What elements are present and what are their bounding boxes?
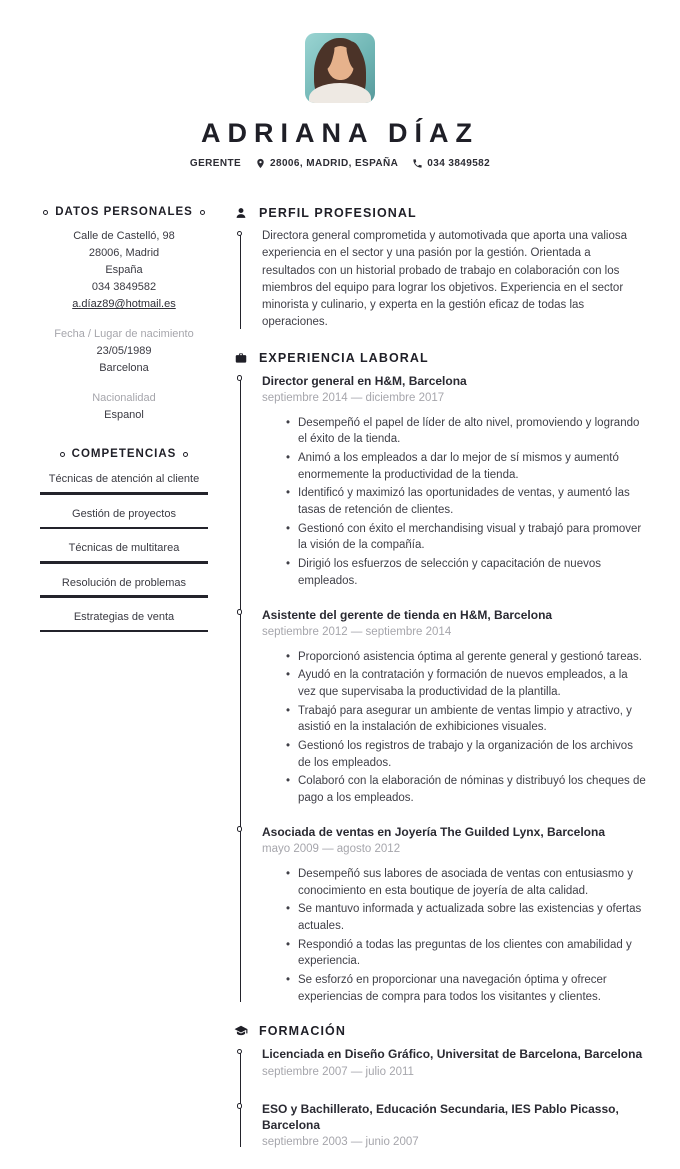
job-title-label: GERENTE <box>189 158 242 169</box>
experiencia-title: EXPERIENCIA LABORAL <box>259 350 429 365</box>
job-entry <box>262 373 646 590</box>
job-bullet: • Desempeñó sus labores de asociada de ventas con entusiasmo y conocimiento en esta boutique de joyería de alta calidad. <box>286 866 646 899</box>
job-dates: mayo 2009 — agosto 2012 <box>262 843 401 856</box>
graduation-cap-icon <box>234 1024 248 1038</box>
columns <box>0 206 680 1169</box>
nationality-value: Espanol <box>104 409 144 422</box>
competencias-section <box>40 448 208 632</box>
section-formacion <box>234 1024 646 1150</box>
job-entry <box>262 824 646 1006</box>
job-bullet: • Dirigió los esfuerzos de selección y capacitación de nuevos empleados. <box>286 556 646 589</box>
job-bullets <box>262 649 646 807</box>
email-link[interactable]: a.díaz89@hotmail.es <box>72 298 176 311</box>
job-bullet: • Gestionó con éxito el merchandising visual y trabajó para promover la visión de la compañía. <box>286 521 646 554</box>
ring-decoration-icon <box>200 210 205 215</box>
skill-item <box>40 541 208 563</box>
contact-row <box>0 158 680 169</box>
location-item <box>255 158 398 169</box>
job-bullet: • Animó a los empleados a dar lo mejor de sí mismos y aumentó enormemente la productividad de la tienda. <box>286 450 646 483</box>
skill-item <box>40 507 208 529</box>
birth-label: Fecha / Lugar de nacimiento <box>54 328 194 341</box>
ring-decoration-icon <box>60 452 65 457</box>
job-bullet: • Se esforzó en proporcionar una navegación óptima y ofrecer experiencias de compra para todos los visitantes y clientes. <box>286 972 646 1005</box>
job-title <box>190 158 241 169</box>
timeline-line <box>240 234 242 329</box>
location-label: 28006, MADRID, ESPAÑA <box>270 158 399 169</box>
skill-item <box>40 576 208 598</box>
person-icon <box>234 206 248 220</box>
resume-header <box>0 33 680 169</box>
competencias-title: COMPETENCIAS <box>71 448 177 461</box>
address-line: España <box>105 264 143 277</box>
skill-label: Técnicas de multitarea <box>68 542 180 555</box>
job-bullets <box>262 415 646 590</box>
perfil-text: Directora general comprometida y automotivada que aporta una valiosa experiencia en el sector y una pasión por la gestión. Orientada a resultados con un historial probado de trabajo en colaboración con los miembros del equipo para lograr los objetivos. Experiencia en el sector minorista y culinario, y experta en la gestión eficaz de todas las operaciones. <box>262 230 628 329</box>
briefcase-icon <box>234 351 248 365</box>
timeline-line <box>240 379 242 1003</box>
timeline-line <box>240 1052 242 1147</box>
education-title: Licenciada en Diseño Gráfico, Universitat de Barcelona, Barcelona <box>262 1047 643 1062</box>
job-bullet: • Se mantuvo informada y actualizada sobre las existencias y ofertas actuales. <box>286 901 646 934</box>
timeline-dot-icon <box>237 1103 243 1109</box>
job-bullet: • Proporcionó asistencia óptima al gerente general y gestionó tareas. <box>286 649 646 666</box>
skill-level-bar <box>40 630 208 633</box>
job-bullet: • Trabajó para asegurar un ambiente de ventas limpio y atractivo, y asistió en la instalación de exhibiciones visuales. <box>286 703 646 736</box>
phone-item <box>412 158 490 169</box>
sidebar-phone: 034 3849582 <box>91 281 157 294</box>
datos-personales-heading <box>40 206 208 218</box>
job-dates: septiembre 2014 — diciembre 2017 <box>262 391 445 404</box>
job-dates: septiembre 2012 — septiembre 2014 <box>262 625 452 638</box>
job-bullet: • Respondió a todas las preguntas de los clientes con amabilidad y experiencia. <box>286 937 646 970</box>
nationality-label: Nacionalidad <box>92 392 156 405</box>
skill-level-bar <box>40 527 208 530</box>
skill-level-bar <box>40 595 208 598</box>
skill-label: Resolución de problemas <box>61 576 187 589</box>
education-entry <box>262 1101 646 1150</box>
address-line: Calle de Castelló, 98 <box>73 230 175 242</box>
phone-icon <box>412 158 423 169</box>
timeline-dot-icon <box>237 1049 243 1055</box>
address-block <box>40 228 208 313</box>
timeline-dot-icon <box>237 231 243 237</box>
job-bullet: • Identificó y maximizó las oportunidades de ventas, y aumentó las tasas de retención de clientes. <box>286 485 646 518</box>
perfil-heading-row <box>234 206 646 220</box>
birth-place: Barcelona <box>99 362 149 375</box>
sidebar <box>40 206 208 1169</box>
location-pin-icon <box>255 158 266 169</box>
job-bullet: • Ayudó en la contratación y formación de nuevos empleados, a la vez que supervisaba la productividad de la plantilla. <box>286 667 646 700</box>
birth-date: 23/05/1989 <box>96 345 152 358</box>
education-dates: septiembre 2003 — junio 2007 <box>262 1136 419 1149</box>
timeline-dot-icon <box>237 826 243 832</box>
skill-item <box>40 472 208 494</box>
skill-label: Gestión de proyectos <box>72 507 176 520</box>
job-title: Asociada de ventas en Joyería The Guilded Lynx, Barcelona <box>262 824 606 839</box>
perfil-title: PERFIL PROFESIONAL <box>259 206 417 220</box>
timeline-dot-icon <box>237 609 243 615</box>
formacion-timeline <box>237 1046 646 1150</box>
main-column <box>234 206 646 1169</box>
profile-photo <box>305 33 375 103</box>
competencias-heading <box>40 448 208 460</box>
timeline-dot-icon <box>237 375 243 381</box>
education-title: ESO y Bachillerato, Educación Secundaria, IES Pablo Picasso, Barcelona <box>262 1101 619 1132</box>
experiencia-heading-row <box>234 351 646 365</box>
skill-level-bar <box>40 492 208 495</box>
section-experiencia-laboral <box>234 351 646 1006</box>
job-title: Asistente del gerente de tienda en H&M, Barcelona <box>262 607 553 622</box>
job-bullets <box>262 866 646 1005</box>
ring-decoration-icon <box>43 210 48 215</box>
ring-decoration-icon <box>183 452 188 457</box>
job-entry <box>262 607 646 807</box>
skill-level-bar <box>40 561 208 564</box>
candidate-name: ADRIANA DÍAZ <box>201 118 479 148</box>
education-dates: septiembre 2007 — julio 2011 <box>262 1065 414 1078</box>
datos-personales-title: DATOS PERSONALES <box>55 206 193 218</box>
formacion-heading-row <box>234 1024 646 1038</box>
education-entry <box>262 1046 646 1079</box>
perfil-entry <box>262 228 646 332</box>
job-bullet: • Colaboró con la elaboración de nóminas y distribuyó los cheques de pago a los empleados. <box>286 773 646 806</box>
phone-label: 034 3849582 <box>427 158 491 169</box>
skill-label: Técnicas de atención al cliente <box>48 473 200 486</box>
perfil-timeline <box>237 228 646 332</box>
formacion-title: FORMACIÓN <box>259 1024 346 1039</box>
job-bullet: • Gestionó los registros de trabajo y la organización de los archivos de los empleados. <box>286 738 646 771</box>
experiencia-timeline <box>237 373 646 1006</box>
job-bullet: • Desempeñó el papel de líder de alto nivel, promoviendo y logrando el éxito de la tienda. <box>286 415 646 448</box>
job-title: Director general en H&M, Barcelona <box>262 373 467 388</box>
skill-item <box>40 610 208 632</box>
section-perfil-profesional <box>234 206 646 332</box>
skill-label: Estrategias de venta <box>73 610 175 623</box>
address-line: 28006, Madrid <box>88 247 160 260</box>
